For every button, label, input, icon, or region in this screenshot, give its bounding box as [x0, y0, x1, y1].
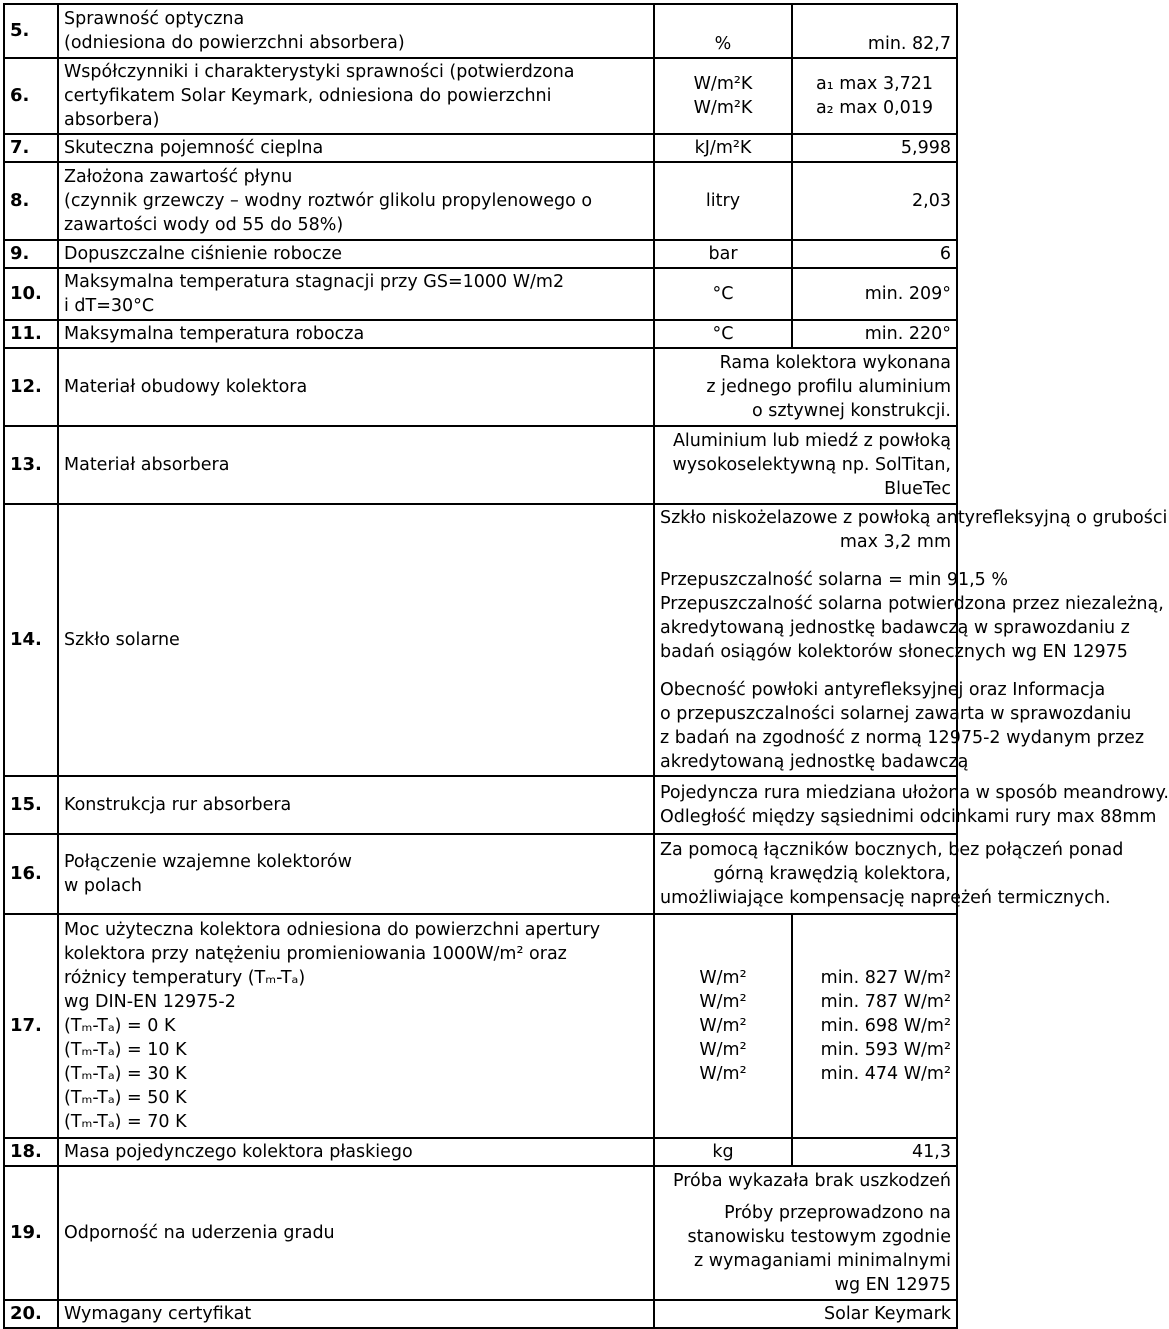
- desc-line: (Tₘ-Tₐ) = 70 K: [64, 1112, 187, 1132]
- desc-line: (Tₘ-Tₐ) = 50 K: [64, 1088, 187, 1108]
- row-number: 20.: [4, 1300, 58, 1328]
- value-line: min. 827 W/m²: [820, 968, 951, 988]
- desc-line: Założona zawartość płynu: [64, 167, 293, 187]
- row-number: 13.: [4, 426, 58, 504]
- value-line: min. 698 W/m²: [820, 1016, 951, 1036]
- row-unit: °C: [654, 320, 792, 348]
- specification-table: [3, 3, 1169, 1329]
- table-row: [4, 240, 957, 268]
- desc-line: (odniesiona do powierzchni absorbera): [64, 33, 405, 53]
- row-description: Skuteczna pojemność cieplna: [58, 134, 654, 162]
- unit-line: W/m²: [699, 1016, 747, 1036]
- value-line: o przepuszczalności solarnej zawarta w sprawozdaniu: [660, 704, 1132, 724]
- row-unit: %: [654, 4, 792, 58]
- value-line: BlueTec: [884, 479, 951, 499]
- row-unit: [654, 914, 792, 1138]
- row-value: [654, 348, 957, 426]
- row-description: [58, 58, 654, 134]
- table-row: [4, 134, 957, 162]
- row-unit: litry: [654, 162, 792, 240]
- desc-line: (czynnik grzewczy – wodny roztwór glikolu propylenowego o: [64, 191, 593, 211]
- unit-line: W/m²K: [693, 98, 753, 118]
- unit-line: W/m²: [699, 1040, 747, 1060]
- value-line: Rama kolektora wykonana: [719, 353, 951, 373]
- row-value: min. 220°: [792, 320, 957, 348]
- desc-line: Współczynniki i charakterystyki sprawności (potwierdzona: [64, 62, 575, 82]
- value-line: z wymaganiami minimalnymi: [693, 1251, 951, 1271]
- row-description: Dopuszczalne ciśnienie robocze: [58, 240, 654, 268]
- table-row: [4, 4, 957, 58]
- desc-line: Moc użyteczna kolektora odniesiona do powierzchni apertury: [64, 920, 601, 940]
- row-number: 5.: [4, 4, 58, 58]
- desc-line: (Tₘ-Tₐ) = 0 K: [64, 1016, 176, 1036]
- row-value: [654, 426, 957, 504]
- table-row: [4, 348, 957, 426]
- table-row: [4, 268, 957, 320]
- row-value: 5,998: [792, 134, 957, 162]
- row-description: Szkło solarne: [58, 504, 654, 776]
- table-row: [4, 320, 957, 348]
- row-unit: kJ/m²K: [654, 134, 792, 162]
- value-line: Pojedyncza rura miedziana ułożona w sposób meandrowy.: [660, 783, 1169, 803]
- row-description: Konstrukcja rur absorbera: [58, 776, 654, 834]
- table-row: [4, 914, 957, 1138]
- table-row: [4, 162, 957, 240]
- unit-line: W/m²K: [693, 74, 753, 94]
- row-number: 7.: [4, 134, 58, 162]
- value-line: badań osiągów kolektorów słonecznych wg EN 12975: [660, 642, 1128, 662]
- value-line: min. 474 W/m²: [820, 1064, 951, 1084]
- row-description: Materiał absorbera: [58, 426, 654, 504]
- row-unit: °C: [654, 268, 792, 320]
- row-unit: [654, 58, 792, 134]
- value-line: min. 593 W/m²: [820, 1040, 951, 1060]
- value-line: o sztywnej konstrukcji.: [751, 401, 951, 421]
- row-number: 18.: [4, 1138, 58, 1166]
- row-value: 2,03: [792, 162, 957, 240]
- desc-line: certyfikatem Solar Keymark, odniesiona do powierzchni: [64, 86, 552, 106]
- table-row: [4, 834, 957, 914]
- row-value: [654, 1166, 957, 1300]
- desc-line: i dT=30°C: [64, 296, 155, 316]
- value-line: Przepuszczalność solarna potwierdzona przez niezależną,: [660, 594, 1164, 614]
- desc-line: Połączenie wzajemne kolektorów: [64, 852, 352, 872]
- row-description: [58, 268, 654, 320]
- desc-line: zawartości wody od 55 do 58%): [64, 215, 344, 235]
- value-line: Przepuszczalność solarna = min 91,5 %: [660, 570, 1009, 590]
- row-value: [792, 58, 957, 134]
- row-unit: bar: [654, 240, 792, 268]
- row-value: 41,3: [792, 1138, 957, 1166]
- value-line: Szkło niskożelazowe z powłoką antyrefleksyjną o grubości: [660, 508, 1168, 528]
- row-number: 8.: [4, 162, 58, 240]
- desc-line: różnicy temperatury (Tₘ-Tₐ): [64, 968, 306, 988]
- row-number: 17.: [4, 914, 58, 1138]
- row-description: Masa pojedynczego kolektora płaskiego: [58, 1138, 654, 1166]
- value-line: Odległość między sąsiednimi odcinkami rury max 88mm: [660, 807, 1157, 827]
- unit-line: W/m²: [699, 1064, 747, 1084]
- value-line: stanowisku testowym zgodnie: [687, 1227, 951, 1247]
- table-row: [4, 504, 957, 776]
- row-value: [792, 914, 957, 1138]
- row-value: 6: [792, 240, 957, 268]
- value-line: z badań na zgodność z normą 12975-2 wydanym przez: [660, 728, 1145, 748]
- desc-line: wg DIN-EN 12975-2: [64, 992, 236, 1012]
- value-line: akredytowaną jednostkę badawczą: [660, 752, 969, 772]
- table-row: [4, 58, 957, 134]
- desc-line: Maksymalna temperatura stagnacji przy GS=1000 W/m2: [64, 272, 565, 292]
- desc-line: kolektora przy natężeniu promieniowania 1000W/m² oraz: [64, 944, 567, 964]
- value-line: Próba wykazała brak uszkodzeń: [672, 1171, 951, 1191]
- row-number: 12.: [4, 348, 58, 426]
- row-description: Wymagany certyfikat: [58, 1300, 654, 1328]
- row-description: [58, 834, 654, 914]
- desc-line: w polach: [64, 876, 142, 896]
- unit-line: W/m²: [699, 992, 747, 1012]
- value-line: górną krawędzią kolektora,: [713, 864, 951, 884]
- row-description: [58, 4, 654, 58]
- table-row: [4, 426, 957, 504]
- row-value: Solar Keymark: [654, 1300, 957, 1328]
- value-line: wg EN 12975: [834, 1275, 951, 1295]
- value-line: Za pomocą łączników bocznych, bez połączeń ponad: [660, 840, 1124, 860]
- desc-line: (Tₘ-Tₐ) = 10 K: [64, 1040, 187, 1060]
- row-number: 9.: [4, 240, 58, 268]
- value-line: Aluminium lub miedź z powłoką: [672, 431, 951, 451]
- desc-line: Sprawność optyczna: [64, 9, 245, 29]
- row-description: Odporność na uderzenia gradu: [58, 1166, 654, 1300]
- row-number: 16.: [4, 834, 58, 914]
- value-line: Próby przeprowadzono na: [724, 1203, 951, 1223]
- row-number: 14.: [4, 504, 58, 776]
- desc-line: absorbera): [64, 110, 160, 130]
- row-number: 6.: [4, 58, 58, 134]
- row-value: [654, 776, 1169, 834]
- value-line: min. 787 W/m²: [820, 992, 951, 1012]
- value-line: umożliwiające kompensację naprężeń termicznych.: [660, 888, 1111, 908]
- desc-line: (Tₘ-Tₐ) = 30 K: [64, 1064, 187, 1084]
- value-line: Obecność powłoki antyrefleksyjnej oraz Informacja: [660, 680, 1106, 700]
- value-line: z jednego profilu aluminium: [706, 377, 951, 397]
- row-number: 10.: [4, 268, 58, 320]
- row-description: Materiał obudowy kolektora: [58, 348, 654, 426]
- row-description: [58, 162, 654, 240]
- table-row: [4, 1166, 957, 1300]
- row-value: min. 82,7: [792, 4, 957, 58]
- unit-line: W/m²: [699, 968, 747, 988]
- table-row: [4, 1300, 957, 1328]
- row-value: [654, 504, 1168, 776]
- value-line: a₂ max 0,019: [815, 98, 934, 118]
- value-line: a₁ max 3,721: [815, 74, 934, 94]
- row-number: 11.: [4, 320, 58, 348]
- value-line: akredytowaną jednostkę badawczą w sprawozdaniu z: [660, 618, 1130, 638]
- value-line: wysokoselektywną np. SolTitan,: [672, 455, 951, 475]
- row-value: [654, 834, 1124, 914]
- row-description: Maksymalna temperatura robocza: [58, 320, 654, 348]
- row-description: [58, 914, 654, 1138]
- value-line: max 3,2 mm: [839, 532, 951, 552]
- table-row: [4, 1138, 957, 1166]
- row-unit: kg: [654, 1138, 792, 1166]
- row-number: 19.: [4, 1166, 58, 1300]
- row-value: min. 209°: [792, 268, 957, 320]
- row-number: 15.: [4, 776, 58, 834]
- table-row: [4, 776, 957, 834]
